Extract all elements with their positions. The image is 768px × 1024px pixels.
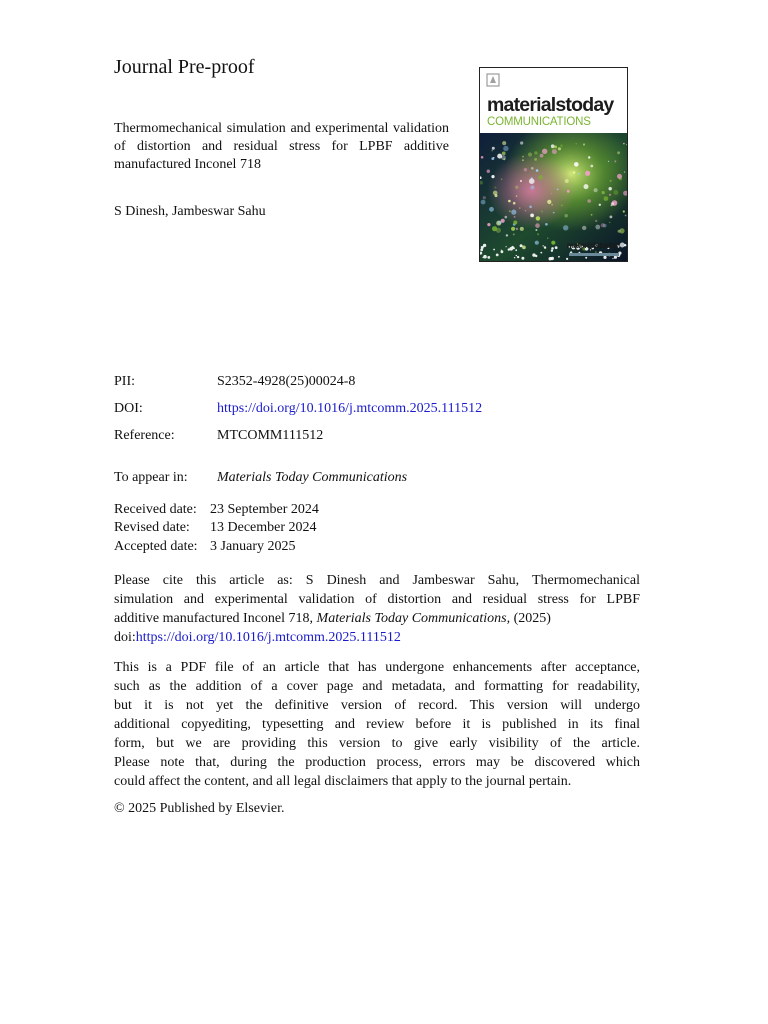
cover-art-dot	[491, 175, 494, 178]
cover-art-dot	[502, 152, 506, 156]
cover-art-dot	[610, 216, 613, 219]
cover-art-dot	[601, 223, 605, 227]
cover-art-dot	[522, 159, 524, 161]
cover-art-dot	[528, 152, 532, 156]
cover-art-dot	[519, 207, 520, 208]
cover-art-dot	[625, 215, 627, 217]
cover-art-dot	[516, 228, 518, 230]
cover-art-dot	[609, 194, 611, 196]
citation-journal: Materials Today Communications,	[316, 611, 511, 626]
cover-art-dot	[551, 193, 552, 194]
cover-art-dot	[542, 149, 547, 154]
journal-name: Materials Today Communications	[217, 470, 408, 485]
disclaimer-line: This is a PDF file of an article that has undergone enhancements after acceptance,	[114, 660, 640, 675]
cover-art-dot	[617, 174, 622, 179]
cover-art-dot	[520, 141, 523, 144]
cover-art-dot	[540, 154, 544, 158]
citation-doi-prefix: doi:	[114, 630, 136, 645]
cover-art-dot	[611, 202, 614, 205]
cover-art-dot	[604, 196, 609, 201]
cover-art-dot	[599, 204, 601, 206]
revised-value: 13 December 2024	[210, 520, 317, 535]
copyright-notice: © 2025 Published by Elsevier.	[114, 801, 285, 816]
cover-art-dot	[524, 168, 527, 171]
cover-art-dot	[560, 144, 563, 147]
cover-art-dot	[551, 204, 553, 206]
disclaimer-line: could affect the content, and all legal disclaimers that apply to the journal pertain.	[114, 774, 572, 789]
cover-art-dot	[545, 223, 548, 226]
cover-art-dot	[536, 216, 540, 220]
cover-art-dot	[501, 155, 506, 160]
cover-art-dot	[481, 200, 486, 205]
cover-art-dot	[508, 200, 511, 203]
cover-art-dot	[522, 156, 524, 158]
citation-doi-link[interactable]: https://doi.org/10.1016/j.mtcomm.2025.111512	[135, 630, 401, 645]
cover-art-dot	[516, 195, 517, 196]
cover-art-dot	[574, 162, 579, 167]
disclaimer-line: such as the addition of a cover page and metadata, and formatting for readability,	[114, 679, 640, 694]
journal-pre-proof-heading: Journal Pre-proof	[114, 56, 255, 78]
cover-art-dot	[520, 227, 524, 231]
cover-art-dot	[557, 189, 559, 191]
cover-art-dot	[567, 190, 570, 193]
doi-link[interactable]: https://doi.org/10.1016/j.mtcomm.2025.111512	[217, 401, 483, 416]
cover-art-dot	[584, 184, 589, 189]
accepted-label: Accepted date:	[114, 539, 198, 554]
cover-art-dot	[483, 196, 486, 199]
doi-label: DOI:	[114, 401, 143, 416]
cover-art-dot	[498, 221, 502, 225]
cover-art-dot	[563, 225, 568, 230]
article-authors: S Dinesh, Jambeswar Sahu	[114, 204, 266, 219]
cover-art-dot	[535, 229, 537, 231]
cover-art-dot	[590, 165, 593, 168]
cover-art-dot	[530, 185, 534, 189]
cover-art-dot	[619, 228, 624, 233]
cover-art-dot	[558, 147, 561, 150]
cover-mini-brand: materialstoday	[566, 241, 619, 250]
cover-art-dot	[501, 178, 503, 180]
cover-art-dot	[487, 223, 490, 226]
cover-art-dot	[591, 214, 593, 216]
cover-art-dot	[491, 150, 493, 152]
reference-label: Reference:	[114, 428, 175, 443]
disclaimer-line: but it is not yet the definitive version of record. This version will undergo	[114, 698, 640, 713]
citation-line	[114, 609, 640, 628]
cover-art-dot	[530, 214, 534, 218]
citation-text: additive manufactured Inconel 718,	[114, 611, 317, 626]
cover-art-dot	[534, 151, 537, 154]
cover-art-dot	[494, 186, 496, 188]
disclaimer-paragraph	[114, 658, 640, 791]
citation-line: Please cite this article as: S Dinesh and Jambeswar Sahu, Thermomechanical	[114, 573, 640, 588]
cover-art-dot	[509, 210, 511, 212]
cover-art-dot	[573, 171, 576, 174]
cover-art-dot	[595, 225, 600, 230]
pii-value: S2352-4928(25)00024-8	[217, 374, 356, 389]
accepted-value: 3 January 2025	[210, 539, 296, 554]
received-value: 23 September 2024	[210, 502, 319, 517]
cover-art-dot	[588, 156, 590, 158]
cover-art-dot	[487, 170, 490, 173]
cover-art-dot	[554, 145, 557, 148]
appear-in-label: To appear in:	[114, 470, 188, 485]
revised-label: Revised date:	[114, 520, 190, 535]
cover-art-dot	[547, 200, 551, 204]
cover-art-dot	[492, 147, 495, 150]
cover-art-dot	[595, 220, 597, 222]
cover-art-dot	[614, 160, 616, 162]
received-label: Received date:	[114, 502, 197, 517]
cover-art-dot	[481, 156, 484, 159]
cover-art-dot	[609, 222, 610, 223]
cover-art-dot	[489, 207, 494, 212]
cover-art-dot	[561, 205, 563, 207]
cover-brand-subtitle: COMMUNICATIONS	[487, 116, 591, 128]
cover-art-dot	[536, 169, 539, 172]
cover-art-dot	[583, 143, 585, 145]
cover-art-dot	[502, 141, 506, 145]
journal-cover-image	[479, 67, 628, 262]
cover-art-dot	[529, 178, 535, 184]
cover-art-dot	[613, 190, 618, 195]
citation-line	[114, 628, 640, 647]
cover-mini-tagline-bar	[569, 253, 619, 256]
cover-art-dot	[538, 175, 543, 180]
cover-art-dot	[541, 210, 543, 212]
cover-art-dot	[513, 221, 517, 225]
cover-art-dot	[492, 226, 497, 231]
cover-art-dot	[551, 144, 555, 148]
cover-art-dot	[594, 188, 598, 192]
cover-art-dot	[623, 210, 625, 212]
cover-art-dot	[511, 227, 515, 231]
disclaimer-line: additional copyediting, typesetting and review before it is published in its final	[114, 717, 640, 732]
cover-art-dot	[511, 210, 516, 215]
cover-art-dot	[582, 226, 586, 230]
pii-label: PII:	[114, 374, 135, 389]
cover-art-dot	[576, 143, 577, 144]
cover-art-dot	[531, 167, 534, 170]
cover-art-dot	[515, 186, 518, 189]
cover-brand-word: materialstoday	[487, 94, 614, 116]
cover-art-dot	[624, 171, 625, 172]
cover-art-dot	[535, 223, 540, 228]
disclaimer-line: form, but we are providing this version to give early visibility of the article.	[114, 736, 640, 751]
cover-art-dot	[610, 180, 612, 182]
cover-art-dot	[534, 158, 537, 161]
cover-art-dot	[617, 151, 620, 154]
cover-art-dot	[493, 191, 498, 196]
citation-paragraph	[114, 571, 640, 647]
cover-art-dot	[609, 187, 612, 190]
cover-art-dot	[578, 173, 580, 175]
cover-art-dot	[514, 216, 516, 218]
cover-art-dot	[529, 206, 532, 209]
elsevier-logo-icon	[486, 73, 500, 87]
cover-art-dot	[503, 146, 508, 151]
cover-art-dot	[602, 191, 605, 194]
reference-value: MTCOMM111512	[217, 428, 324, 443]
citation-line: simulation and experimental validation of distortion and residual stress for LPBF	[114, 592, 640, 607]
cover-art-dot	[520, 180, 522, 182]
cover-art-dot	[585, 171, 590, 176]
cover-art-dot	[608, 161, 609, 162]
cover-art-dot	[623, 143, 625, 145]
cover-art-dot	[493, 157, 494, 158]
cover-art-dot	[553, 212, 555, 214]
cover-art-dot	[565, 214, 568, 217]
cover-art-dot	[569, 155, 571, 157]
cover-art-dot	[565, 179, 569, 183]
cover-art-dot	[513, 202, 516, 205]
cover-art-dot	[525, 210, 526, 211]
disclaimer-line: Please note that, during the production process, errors may be discovered which	[114, 755, 640, 770]
citation-year: (2025)	[510, 611, 551, 626]
cover-art-dot	[587, 199, 591, 203]
article-title: Thermomechanical simulation and experimental validation of distortion and residual stress for LPBF additive manufactured Inconel 718	[114, 121, 449, 172]
cover-art-dot	[505, 216, 508, 219]
cover-brand-title	[487, 95, 627, 115]
